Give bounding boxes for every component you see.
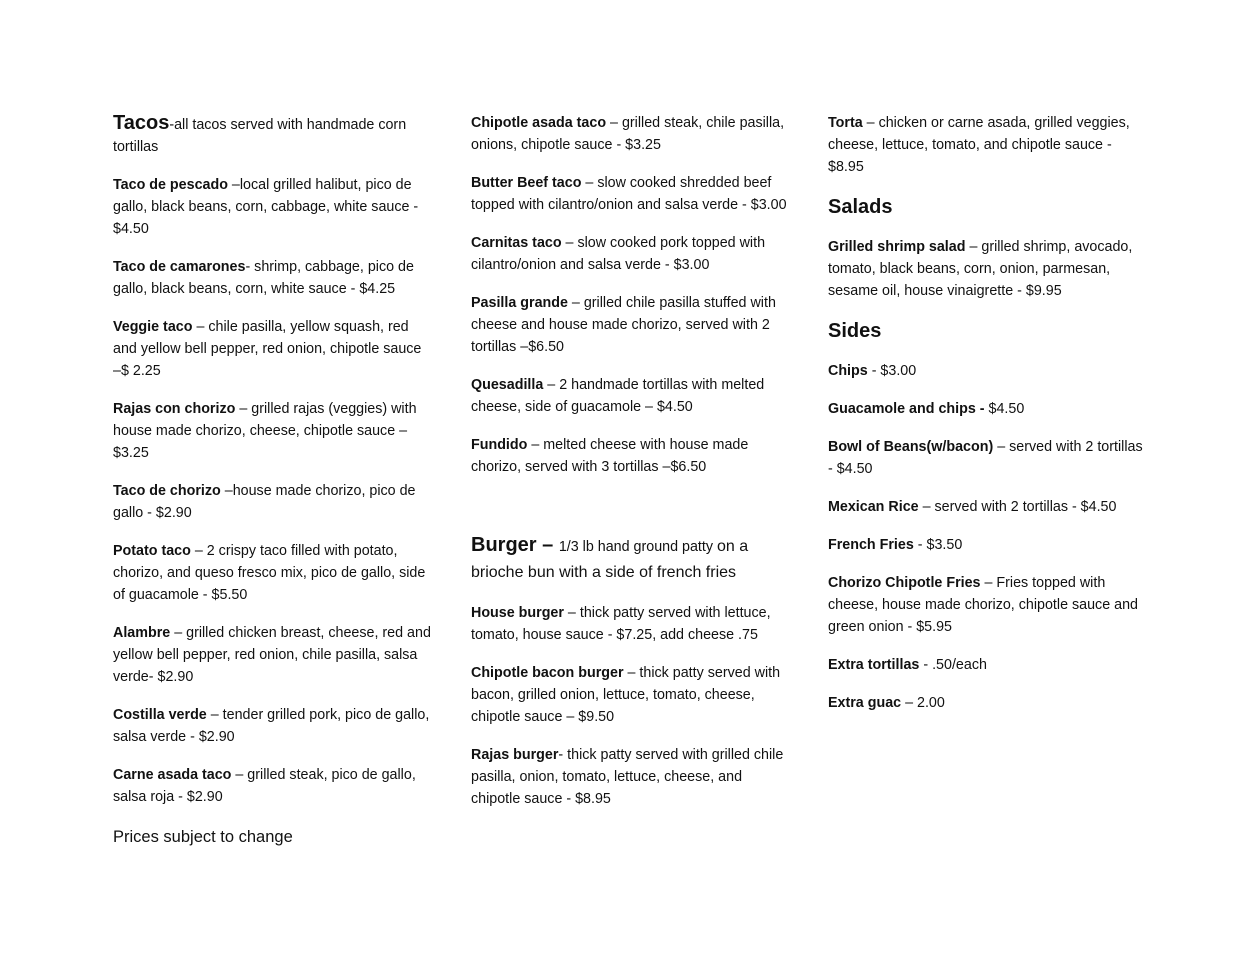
item-desc: – 2 crispy taco filled with potato, chorizo, and queso fresco mix, pico de gallo, side of guacamole - $5.50 bbox=[113, 543, 426, 603]
menu-item-taco-de-pescado bbox=[113, 174, 431, 240]
tacos-note: -all tacos served with handmade corn tortillas bbox=[113, 117, 407, 155]
menu-item-taco-de-camarones bbox=[113, 256, 431, 300]
item-name: Guacamole and chips - bbox=[828, 401, 985, 417]
item-desc: – 2.00 bbox=[901, 695, 945, 711]
menu-item-rajas-con-chorizo bbox=[113, 398, 431, 464]
item-name: Costilla verde bbox=[113, 707, 207, 723]
burger-header bbox=[471, 532, 789, 586]
burger-note-large: on a brioche bun with a side of french fries bbox=[471, 538, 749, 581]
item-name: Extra tortillas bbox=[828, 657, 920, 673]
salads-heading: Salads bbox=[828, 196, 893, 218]
item-name: Carnitas taco bbox=[471, 235, 562, 251]
item-name: Chipotle bacon burger bbox=[471, 665, 624, 681]
item-desc: –local grilled halibut, pico de gallo, black beans, corn, cabbage, white sauce - $4.50 bbox=[113, 177, 419, 237]
tacos-column bbox=[113, 112, 431, 848]
item-name: Taco de chorizo bbox=[113, 483, 221, 499]
menu-item-alambre bbox=[113, 622, 431, 688]
item-name: Pasilla grande bbox=[471, 295, 568, 311]
torta-salads-sides-column bbox=[828, 112, 1146, 730]
item-desc: –house made chorizo, pico de gallo - $2.90 bbox=[113, 483, 416, 521]
sides-heading: Sides bbox=[828, 320, 882, 342]
prices-note: Prices subject to change bbox=[113, 828, 293, 846]
menu-item-guacamole-and-chips bbox=[828, 398, 1146, 420]
item-desc: – grilled rajas (veggies) with house made chorizo, cheese, chipotle sauce – $3.25 bbox=[113, 401, 417, 461]
menu-item-potato-taco bbox=[113, 540, 431, 606]
item-desc: – served with 2 tortillas - $4.50 bbox=[828, 439, 1143, 477]
menu-item-mexican-rice bbox=[828, 496, 1146, 518]
menu-item-pasilla-grande bbox=[471, 292, 789, 358]
menu-item-carne-asada-taco bbox=[113, 764, 431, 808]
menu-item-chips bbox=[828, 360, 1146, 382]
item-name: Chorizo Chipotle Fries bbox=[828, 575, 981, 591]
item-desc: – grilled steak, pico de gallo, salsa roja - $2.90 bbox=[113, 767, 416, 805]
item-name: Rajas burger bbox=[471, 747, 559, 763]
item-name: Chipotle asada taco bbox=[471, 115, 607, 131]
menu-item-carnitas-taco bbox=[471, 232, 789, 276]
item-name: Chips bbox=[828, 363, 868, 379]
item-name: Butter Beef taco bbox=[471, 175, 582, 191]
section-spacer bbox=[471, 494, 789, 532]
item-name: Quesadilla bbox=[471, 377, 544, 393]
item-name: Grilled shrimp salad bbox=[828, 239, 966, 255]
burger-note-small: 1/3 lb hand ground patty bbox=[558, 539, 717, 555]
specials-column bbox=[471, 112, 789, 826]
item-desc: – grilled steak, chile pasilla, onions, chipotle sauce - $3.25 bbox=[471, 115, 785, 153]
item-name: Veggie taco bbox=[113, 319, 193, 335]
item-desc: – thick patty served with lettuce, tomato, house sauce - $7.25, add cheese .75 bbox=[471, 605, 771, 643]
menu-item-grilled-shrimp-salad bbox=[828, 236, 1146, 302]
item-name: Extra guac bbox=[828, 695, 902, 711]
item-desc: – slow cooked shredded beef topped with cilantro/onion and salsa verde - $3.00 bbox=[471, 175, 787, 213]
item-name: Alambre bbox=[113, 625, 171, 641]
menu-item-taco-de-chorizo bbox=[113, 480, 431, 524]
burger-title: Burger – bbox=[471, 534, 559, 556]
item-desc: – chile pasilla, yellow squash, red and yellow bell pepper, red onion, chipotle sauce –$ 2.25 bbox=[113, 319, 422, 379]
item-desc: - .50/each bbox=[919, 657, 987, 673]
item-name: Fundido bbox=[471, 437, 528, 453]
menu-item-torta bbox=[828, 112, 1146, 178]
item-desc: – served with 2 tortillas - $4.50 bbox=[918, 499, 1117, 515]
item-name: Mexican Rice bbox=[828, 499, 919, 515]
menu-item-quesadilla bbox=[471, 374, 789, 418]
item-name: Potato taco bbox=[113, 543, 191, 559]
item-desc: – slow cooked pork topped with cilantro/onion and salsa verde - $3.00 bbox=[471, 235, 766, 273]
item-desc: – Fries topped with cheese, house made chorizo, chipotle sauce and green onion - $5.95 bbox=[828, 575, 1138, 635]
item-desc: – grilled chile pasilla stuffed with cheese and house made chorizo, served with 2 tortillas –$6.50 bbox=[471, 295, 776, 355]
menu-item-french-fries bbox=[828, 534, 1146, 556]
item-desc: - shrimp, cabbage, pico de gallo, black beans, corn, white sauce - $4.25 bbox=[113, 259, 414, 297]
item-desc: - $3.50 bbox=[913, 537, 963, 553]
item-desc: – chicken or carne asada, grilled veggies, cheese, lettuce, tomato, and chipotle sauce - $8.95 bbox=[828, 115, 1130, 175]
menu-item-extra-tortillas bbox=[828, 654, 1146, 676]
menu-item-chipotle-asada-taco bbox=[471, 112, 789, 156]
tacos-title: Tacos bbox=[113, 112, 170, 134]
menu-item-veggie-taco bbox=[113, 316, 431, 382]
item-desc: - thick patty served with grilled chile pasilla, onion, tomato, lettuce, cheese, and chipotle sauce - $8.95 bbox=[471, 747, 784, 807]
item-name: Taco de pescado bbox=[113, 177, 228, 193]
tacos-header bbox=[113, 112, 431, 158]
item-name: Rajas con chorizo bbox=[113, 401, 236, 417]
menu-item-bowl-of-beans bbox=[828, 436, 1146, 480]
item-name: Bowl of Beans(w/bacon) bbox=[828, 439, 994, 455]
menu-item-fundido bbox=[471, 434, 789, 478]
item-desc: – thick patty served with bacon, grilled onion, lettuce, tomato, cheese, chipotle sauce – $9.50 bbox=[471, 665, 781, 725]
item-desc: – tender grilled pork, pico de gallo, salsa verde - $2.90 bbox=[113, 707, 430, 745]
item-name: French Fries bbox=[828, 537, 914, 553]
menu-item-butter-beef-taco bbox=[471, 172, 789, 216]
menu-item-rajas-burger bbox=[471, 744, 789, 810]
item-desc: - $3.00 bbox=[867, 363, 917, 379]
menu-item-house-burger bbox=[471, 602, 789, 646]
menu-item-extra-guac bbox=[828, 692, 1146, 714]
item-name: Carne asada taco bbox=[113, 767, 232, 783]
item-desc: $4.50 bbox=[984, 401, 1025, 417]
item-name: Torta bbox=[828, 115, 863, 131]
item-desc: – melted cheese with house made chorizo, served with 3 tortillas –$6.50 bbox=[471, 437, 749, 475]
item-name: Taco de camarones bbox=[113, 259, 246, 275]
menu-item-chorizo-chipotle-fries bbox=[828, 572, 1146, 638]
item-desc: – grilled shrimp, avocado, tomato, black beans, corn, onion, parmesan, sesame oil, house vinaigrette - $9.95 bbox=[828, 239, 1133, 299]
item-name: House burger bbox=[471, 605, 564, 621]
item-desc: – grilled chicken breast, cheese, red and yellow bell pepper, red onion, chile pasilla, salsa verde- $2.90 bbox=[113, 625, 431, 685]
item-desc: – 2 handmade tortillas with melted cheese, side of guacamole – $4.50 bbox=[471, 377, 765, 415]
menu-item-chipotle-bacon-burger bbox=[471, 662, 789, 728]
menu-item-costilla-verde bbox=[113, 704, 431, 748]
